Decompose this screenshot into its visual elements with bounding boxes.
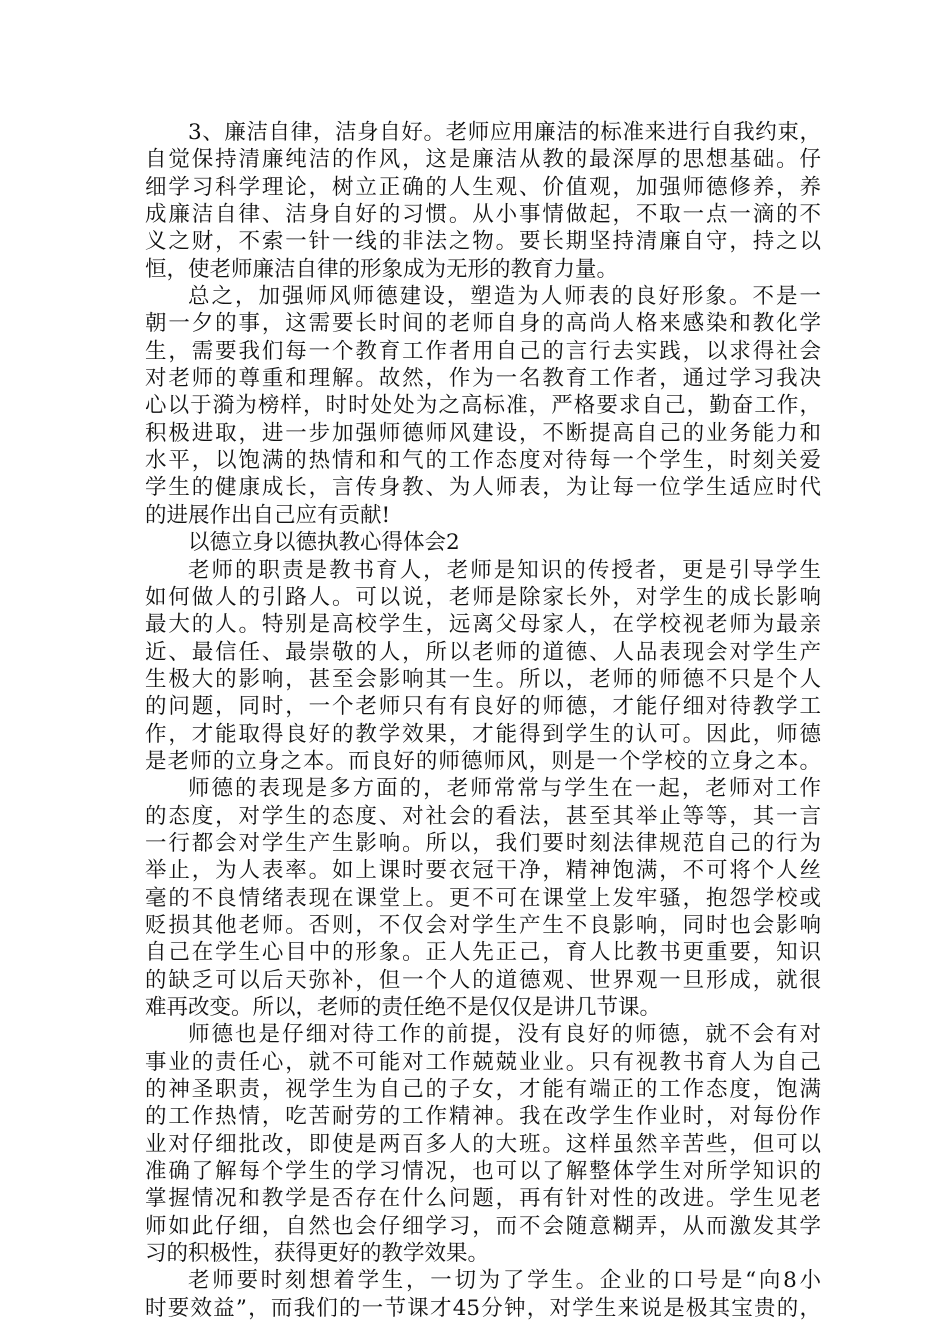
section-heading bbox=[145, 529, 821, 556]
heading-text: 以德立身以德执教心得体会2 bbox=[188, 530, 460, 556]
text-line: 准确了解每个学生的学习情况，也可以了解整体学生对所学知识的 bbox=[145, 1159, 821, 1185]
paragraph-ethics-behavior bbox=[145, 775, 821, 1021]
text-line: 学生的健康成长，言传身教、为人师表，为让每一位学生适应时代 bbox=[145, 475, 821, 501]
text-line: 贬损其他老师。否则，不仅会对学生产生不良影响，同时也会影响 bbox=[145, 912, 821, 938]
text-line: 恒，使老师廉洁自律的形象成为无形的教育力量。 bbox=[145, 256, 619, 282]
text-line: 朝一夕的事，这需要长时间的老师自身的高尚人格来感染和教化学 bbox=[145, 311, 821, 337]
text-line: 总之，加强师风师德建设，塑造为人师表的良好形象。不是一 bbox=[188, 284, 821, 310]
text-line: 作，才能取得良好的教学效果，才能得到学生的认可。因此，师德 bbox=[145, 721, 821, 747]
text-line: 老师要时刻想着学生，一切为了学生。企业的口号是“向8小 bbox=[188, 1268, 821, 1294]
text-line: 业对仔细批改，即使是两百多人的大班。这样虽然辛苦些，但可以 bbox=[145, 1131, 821, 1157]
paragraph-summary bbox=[145, 283, 821, 529]
paragraph-integrity bbox=[145, 119, 821, 283]
paragraph-students-first bbox=[145, 1267, 821, 1322]
text-line: 义之财，不索一针一线的非法之物。要长期坚持清廉自守，持之以 bbox=[145, 229, 821, 255]
text-line: 积极进取，进一步加强师德师风建设，不断提高自己的业务能力和 bbox=[145, 420, 821, 446]
text-line: 水平，以饱满的热情和和气的工作态度对待每一个学生，时刻关爱 bbox=[145, 448, 821, 474]
text-line: 的神圣职责，视学生为自己的子女，才能有端正的工作态度，饱满 bbox=[145, 1077, 821, 1103]
text-line: 是老师的立身之本。而良好的师德师风，则是一个学校的立身之本。 bbox=[145, 748, 821, 774]
text-line: 如何做人的引路人。可以说，老师是除家长外，对学生的成长影响 bbox=[145, 584, 821, 610]
paragraph-teacher-duty bbox=[145, 557, 821, 776]
text-line: 的问题，同时，一个老师只有有良好的师德，才能仔细对待教学工 bbox=[145, 694, 821, 720]
text-line: 最大的人。特别是高校学生，远离父母家人，在学校视老师为最亲 bbox=[145, 612, 821, 638]
text-line: 事业的责任心，就不可能对工作兢兢业业。只有视教书育人为自己 bbox=[145, 1049, 821, 1075]
text-line: 习的积极性，获得更好的教学效果。 bbox=[145, 1241, 490, 1267]
text-line: 时要效益”，而我们的一节课才45分钟，对学生来说是极其宝贵的， bbox=[145, 1295, 821, 1321]
text-line: 细学习科学理论，树立正确的人生观、价值观，加强师德修养，养 bbox=[145, 174, 821, 200]
paragraph-work-attitude bbox=[145, 1021, 821, 1267]
text-line: 难再改变。所以，老师的责任绝不是仅仅是讲几节课。 bbox=[145, 995, 662, 1020]
text-line: 对老师的尊重和理解。故然，作为一名教育工作者，通过学习我决 bbox=[145, 366, 821, 392]
text-line: 生，需要我们每一个教育工作者用自己的言行去实践，以求得社会 bbox=[145, 338, 821, 364]
text-line: 近、最信任、最崇敬的人，所以老师的道德、人品表现会对学生产 bbox=[145, 639, 821, 665]
text-line: 自己在学生心目中的形象。正人先正己，育人比教书更重要，知识 bbox=[145, 940, 821, 966]
text-line: 老师的职责是教书育人，老师是知识的传授者，更是引导学生 bbox=[188, 557, 821, 583]
text-line: 的缺乏可以后天弥补，但一个人的道德观、世界观一旦形成，就很 bbox=[145, 967, 821, 993]
text-line: 的工作热情，吃苦耐劳的工作精神。我在改学生作业时，对每份作 bbox=[145, 1104, 821, 1130]
text-line: 自觉保持清廉纯洁的作风，这是廉洁从教的最深厚的思想基础。仔 bbox=[145, 147, 821, 173]
text-line: 心以于漪为榜样，时时处处为之高标准，严格要求自己，勤奋工作， bbox=[145, 393, 821, 419]
text-line: 毫的不良情绪表现在课堂上。更不可在课堂上发牢骚，抱怨学校或 bbox=[145, 885, 821, 911]
text-line: 一行都会对学生产生影响。所以，我们要时刻法律规范自己的行为 bbox=[145, 830, 821, 856]
text-line: 成廉洁自律、洁身自好的习惯。从小事情做起，不取一点一滴的不 bbox=[145, 202, 821, 228]
text-line: 掌握情况和教学是否存在什么问题，再有针对性的改进。学生见老 bbox=[145, 1186, 821, 1212]
text-line: 师德也是仔细对待工作的前提，没有良好的师德，就不会有对 bbox=[188, 1022, 821, 1048]
text-line: 举止，为人表率。如上课时要衣冠干净，精神饱满，不可将个人丝 bbox=[145, 858, 821, 884]
text-line: 的进展作出自己应有贡献! bbox=[145, 502, 391, 528]
text-line: 师如此仔细，自然也会仔细学习，而不会随意糊弄，从而激发其学 bbox=[145, 1213, 821, 1239]
text-line: 3、廉洁自律，洁身自好。老师应用廉洁的标准来进行自我约束， bbox=[188, 120, 821, 145]
text-line: 生极大的影响，甚至会影响其一生。所以，老师的师德不只是个人 bbox=[145, 666, 821, 692]
document-page bbox=[145, 119, 821, 1322]
text-line: 的态度，对学生的态度、对社会的看法，甚至其举止等等，其一言 bbox=[145, 803, 821, 829]
text-line: 师德的表现是多方面的，老师常常与学生在一起，老师对工作 bbox=[188, 776, 821, 802]
